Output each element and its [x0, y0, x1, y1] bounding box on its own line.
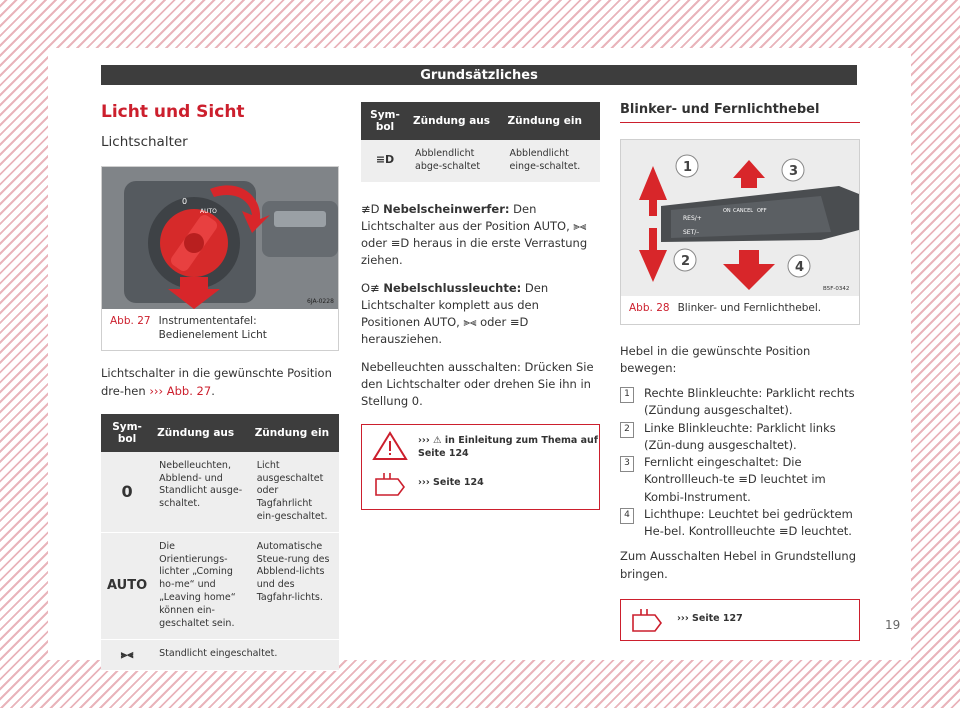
- table-row: [101, 452, 339, 533]
- list-item: [624, 454, 860, 506]
- lever-label-off: OFF: [757, 208, 767, 214]
- step-number: 3: [620, 456, 634, 472]
- right-column: [620, 102, 860, 641]
- step-number: 1: [620, 387, 634, 403]
- lever-label-res: RES/+: [683, 215, 702, 222]
- symbol-0: 0: [101, 452, 153, 533]
- list-item: [624, 506, 860, 541]
- figure-reference-link[interactable]: ››› Abb. 27: [149, 383, 212, 398]
- warning-line-2: Seite 124: [418, 448, 469, 460]
- col-header-symbol: Sym-bol: [361, 102, 409, 140]
- figure-27: [101, 166, 339, 351]
- page-number: 19: [885, 618, 901, 632]
- fog-light-note: [361, 201, 600, 270]
- figure-28-image: [621, 140, 859, 296]
- figure-caption-text: Instrumententafel: Bedienelement Licht: [158, 315, 267, 341]
- section-title: Licht und Sicht: [101, 102, 245, 122]
- intro-text-a: Lichtschalter in die gewünschte Position dre-hen: [101, 366, 332, 398]
- fog-light-text: Den Lichtschalter aus der Position AUTO, ⫸⫷ oder ≡D heraus in die erste Verrastung ziehen.: [361, 201, 588, 268]
- light-switch-illustration: [102, 167, 338, 309]
- callout-3: 3: [789, 164, 799, 179]
- lever-illustration: [621, 140, 859, 296]
- rear-fog-text: Den Lichtschalter komplett aus den Positionen AUTO, ⫸⫷ oder ≡D herausziehen.: [361, 280, 549, 347]
- warning-link[interactable]: [418, 435, 598, 461]
- intro-text-b: .: [211, 383, 215, 398]
- rear-fog-note: [361, 280, 600, 349]
- fog-light-icon: ≢D: [361, 201, 380, 216]
- switch-table: [101, 414, 339, 672]
- warning-box: [361, 424, 600, 510]
- switch-position-0: 0: [182, 197, 188, 206]
- figure-label: Abb. 27: [110, 315, 151, 327]
- table-row: [361, 140, 600, 182]
- fog-light-title: Nebelscheinwerfer:: [383, 201, 510, 216]
- lever-outro: Zum Ausschalten Hebel in Grundstellung bringen.: [620, 549, 856, 581]
- table-cell: Die Orientierungs-lichter „Coming ho-me“ und „Leaving home“ können ein-geschaltet sein.: [153, 532, 251, 639]
- list-item: [624, 420, 860, 455]
- col-header-off: Zündung aus: [153, 414, 251, 452]
- callout-4: 4: [795, 260, 805, 275]
- intro-text: [101, 365, 339, 400]
- figure-27-caption: [102, 309, 338, 350]
- table-cell: Licht ausgeschaltet oder Tagfahrlicht ein-geschaltet.: [251, 452, 339, 533]
- rear-fog-title: Nebelschlussleuchte:: [383, 280, 522, 295]
- step-number: 4: [620, 508, 634, 524]
- fog-off-note: Nebelleuchten ausschalten: Drücken Sie den Lichtschalter oder drehen Sie ihn in Stellung 0.: [361, 359, 594, 409]
- section-heading: Blinker- und Fernlichthebel: [620, 102, 860, 123]
- figure-28: [620, 139, 860, 325]
- step-text: Lichthupe: Leuchtet bei gedrücktem He-bel. Kontrollleuchte ≡D leuchtet.: [644, 506, 853, 539]
- figure-caption-text: Blinker- und Fernlichthebel.: [677, 302, 822, 314]
- col-header-on: Zündung ein: [504, 102, 600, 140]
- table-row: [101, 639, 339, 671]
- callout-1: 1: [683, 160, 693, 175]
- table-cell: Nebelleuchten, Abblend- und Standlicht ausge-schaltet.: [153, 452, 251, 533]
- header-bar: Grundsätzliches: [101, 65, 857, 85]
- parking-light-icon: ⫸⫷: [101, 639, 153, 671]
- figure-27-image: [102, 167, 338, 309]
- col-header-off: Zündung aus: [409, 102, 504, 140]
- table-cell: Automatische Steue-rung des Abblend-lichts und des Tagfahr-lichts.: [251, 532, 339, 639]
- figure-code: 6JA-0228: [307, 298, 334, 305]
- lever-label-cancel: CANCEL: [733, 208, 754, 214]
- warning-triangle-icon: [370, 429, 410, 509]
- low-beam-icon: ≡D: [361, 140, 409, 182]
- table-cell: Abblendlicht einge-schaltet.: [504, 140, 600, 182]
- col-header-on: Zündung ein: [251, 414, 339, 452]
- table-row: [101, 532, 339, 639]
- page-reference-link[interactable]: ››› Seite 124: [418, 477, 484, 489]
- warning-line-1: ››› ⚠ in Einleitung zum Thema auf: [418, 435, 598, 447]
- page: [48, 48, 911, 660]
- steps-list: [620, 385, 860, 540]
- lever-label-on: ON: [723, 208, 731, 214]
- table-cell: Abblendlicht abge-schaltet: [409, 140, 504, 182]
- middle-column: [361, 102, 600, 510]
- section-subtitle: Lichtschalter: [101, 134, 188, 150]
- list-item: [624, 385, 860, 420]
- col-header-symbol: Sym-bol: [101, 414, 153, 452]
- switch-table-continued: [361, 102, 600, 183]
- symbol-auto: AUTO: [101, 532, 153, 639]
- figure-code: B5F-0342: [823, 286, 850, 292]
- table-cell: Standlicht eingeschaltet.: [153, 639, 339, 671]
- figure-28-caption: [621, 296, 859, 324]
- callout-2: 2: [681, 254, 691, 269]
- left-column: [101, 102, 339, 671]
- figure-label: Abb. 28: [629, 302, 670, 314]
- book-icon: [629, 605, 669, 635]
- step-number: 2: [620, 422, 634, 438]
- step-text: Linke Blinkleuchte: Parklicht links (Zün-dung ausgeschaltet).: [644, 420, 836, 452]
- lever-intro: Hebel in die gewünschte Position bewegen:: [620, 343, 811, 375]
- step-text: Fernlicht eingeschaltet: Die Kontrollleuch-te ≡D leuchtet im Kombi-Instrument.: [644, 455, 826, 504]
- step-text: Rechte Blinkleuchte: Parklicht rechts (Zündung ausgeschaltet).: [644, 386, 855, 418]
- page-reference-link[interactable]: ››› Seite 127: [677, 612, 743, 624]
- table-header-row: [361, 102, 600, 140]
- lever-label-set: SET/–: [683, 229, 700, 236]
- rear-fog-icon: O≢: [361, 280, 380, 295]
- info-box: [620, 599, 860, 641]
- switch-position-auto: AUTO: [200, 208, 217, 215]
- table-header-row: [101, 414, 339, 452]
